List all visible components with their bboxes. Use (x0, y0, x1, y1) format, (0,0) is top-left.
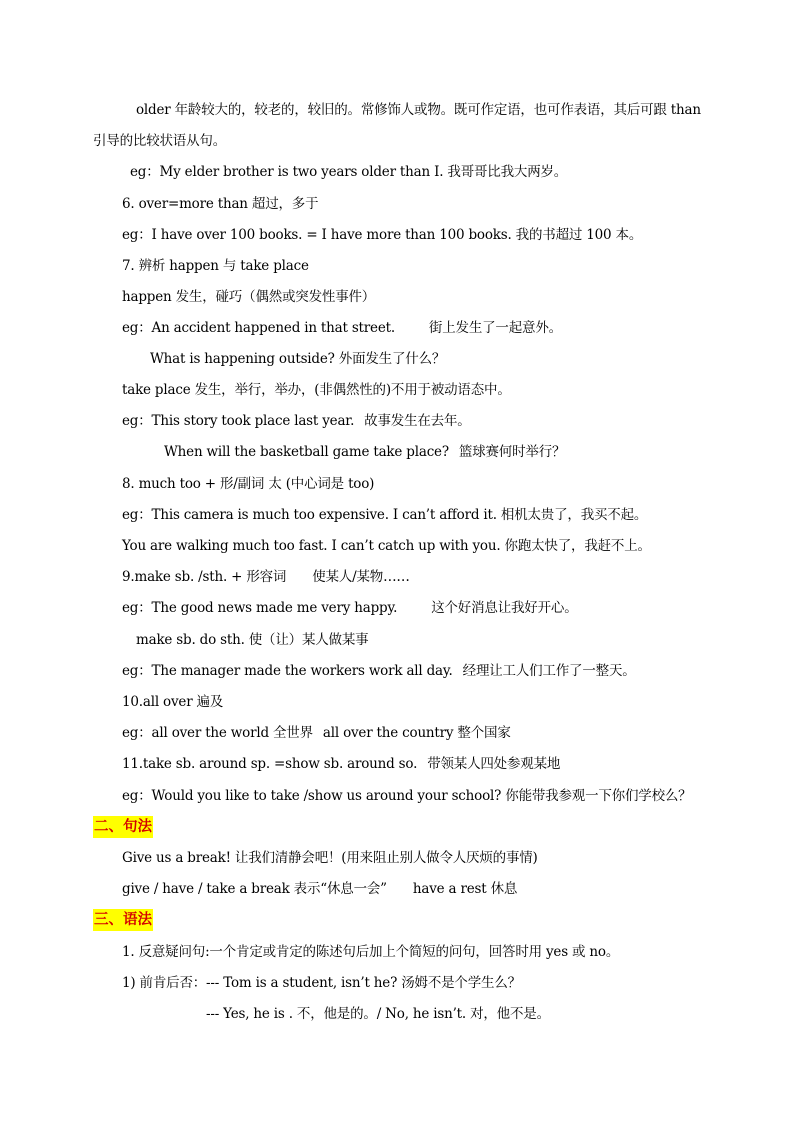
item6-title: 6. over=more than 超过，多于 (122, 196, 319, 212)
item9-example-1-zh: 这个好消息让我好开心。 (431, 600, 578, 616)
takeplace-example-2-en: When will the basketball game take place? (164, 444, 449, 460)
item11-title-zh: 带领某人四处参观某地 (427, 756, 561, 772)
item10-example-a: eg：all over the world 全世界 (122, 725, 313, 741)
sentence-line-2-a: give / have / take a break 表示“休息一会” (122, 881, 387, 897)
item10-title: 10.all over 遍及 (122, 694, 224, 710)
item10-example-b: all over the country 整个国家 (322, 725, 511, 741)
item8-example-1: eg：This camera is much too expensive. I can’t afford it. 相机太贵了，我买不起。 (122, 507, 648, 523)
happen-example-1-en: eg：An accident happened in that street. (122, 320, 395, 336)
grammar-line-3: --- Yes, he is . 不，他是的。/ No, he isn’t. 对，他不是。 (206, 1006, 550, 1022)
item9-example-2-en: eg：The manager made the workers work all day. (122, 663, 453, 679)
takeplace-example-1-en: eg：This story took place last year. (122, 413, 355, 429)
item7-title: 7. 辨析 happen 与 take place (122, 258, 309, 274)
takeplace-example-2-zh: 篮球赛何时举行？ (458, 444, 566, 460)
item10-example (122, 723, 511, 743)
item9-example-2 (122, 661, 636, 681)
takeplace-example-1-zh: 故事发生在去年。 (364, 413, 471, 429)
section-heading-sentence: 二、句法 (93, 816, 153, 838)
sentence-line-2 (122, 879, 517, 899)
item9-example-1 (122, 598, 578, 618)
item9-example-1-en: eg：The good news made me very happy. (122, 600, 398, 616)
sentence-line-1: Give us a break! 让我们清静会吧！(用来阻止别人做令人厌烦的事情) (122, 850, 538, 866)
item6-example: eg：I have over 100 books. = I have more than 100 books. 我的书超过 100 本。 (122, 227, 643, 243)
happen-definition: happen 发生，碰巧（偶然或突发性事件） (122, 289, 376, 305)
happen-example-1-zh: 街上发生了一起意外。 (428, 320, 562, 336)
item8-example-2: You are walking much too fast. I can’t catch up with you. 你跑太快了，我赶不上。 (122, 538, 651, 554)
item11-title (122, 754, 560, 774)
older-example: eg：My elder brother is two years older than I. 我哥哥比我大两岁。 (130, 164, 568, 180)
takeplace-example-2 (164, 442, 565, 462)
item11-example: eg：Would you like to take /show us around your school? 你能带我参观一下你们学校么？ (122, 788, 692, 804)
item9-title (122, 567, 410, 587)
grammar-line-2: 1) 前肯后否：--- Tom is a student, isn’t he? 汤姆不是个学生么？ (122, 975, 521, 991)
happen-example-2: What is happening outside? 外面发生了什么？ (150, 351, 446, 367)
takeplace-definition: take place 发生，举行，举办，(非偶然性的)不用于被动语态中。 (122, 382, 511, 398)
sentence-line-2-b: have a rest 休息 (412, 881, 518, 897)
item9-example-2-zh: 经理让工人们工作了一整天。 (462, 663, 636, 679)
takeplace-example-1 (122, 411, 471, 431)
older-definition-line1: older 年龄较大的，较老的，较旧的。常修饰人或物。既可作定语，也可作表语，其后可跟 than (136, 102, 701, 118)
section-heading-grammar: 三、语法 (93, 909, 153, 931)
grammar-line-1: 1. 反意疑问句:一个肯定或肯定的陈述句后加上个简短的问句，回答时用 yes 或 no。 (122, 944, 620, 960)
happen-example-1 (122, 318, 562, 338)
item9-sub-usage: make sb. do sth. 使（让）某人做某事 (136, 632, 369, 648)
item9-title-zh: 使某人/某物…… (312, 569, 410, 585)
item8-title: 8. much too + 形/副词 太 (中心词是 too) (122, 476, 375, 492)
item11-title-en: 11.take sb. around sp. =show sb. around so. (122, 756, 418, 772)
older-definition-line2: 引导的比较状语从句。 (93, 133, 226, 149)
item9-title-en: 9.make sb. /sth. + 形容词 (122, 569, 287, 585)
